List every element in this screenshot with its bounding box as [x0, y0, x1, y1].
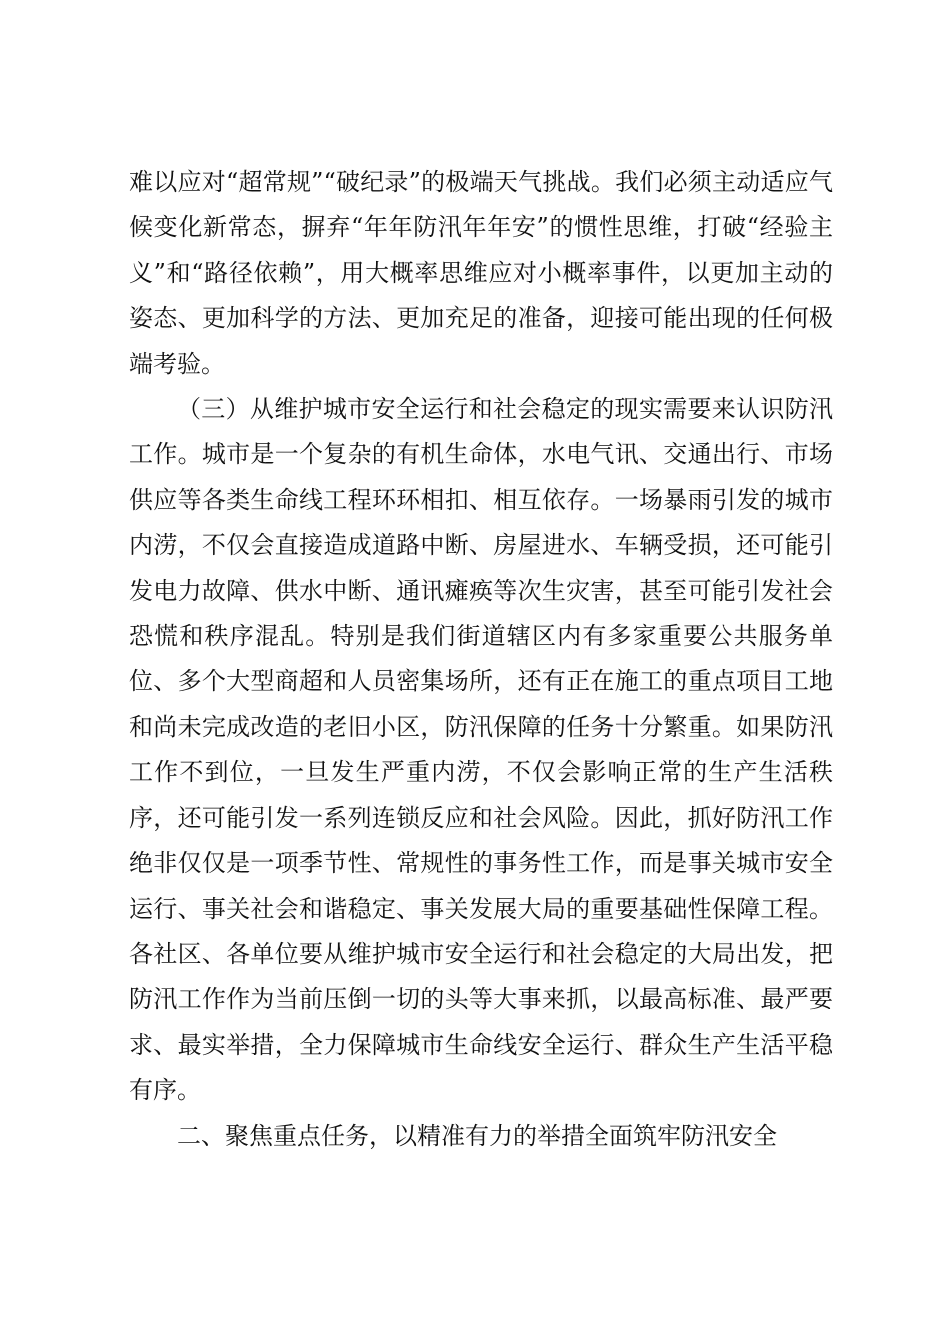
section-heading-two: 二、聚焦重点任务，以精准有力的举措全面筑牢防汛安全	[177, 1121, 777, 1150]
paragraph-continuation: 难以应对“超常规”“破纪录”的极端天气挑战。我们必须主动适应气候变化新常态，摒弃“年年防汛年年安”的惯性思维，打破“经验主义”和“路径依赖”，用大概率思维应对小概率事件，以更加主动的姿态、更加科学的方法、更加充足的准备，迎接可能出现的任何极端考验。	[129, 168, 833, 378]
paragraph-section-three: （三）从维护城市安全运行和社会稳定的现实需要来认识防汛工作。城市是一个复杂的有机生命体，水电气讯、交通出行、市场供应等各类生命线工程环环相扣、相互依存。一场暴雨引发的城市内涝，不仅会直接造成道路中断、房屋进水、车辆受损，还可能引发电力故障、供水中断、通讯瘫痪等次生灾害，甚至可能引发社会恐慌和秩序混乱。特别是我们街道辖区内有多家重要公共服务单位、多个大型商超和人员密集场所，还有正在施工的重点项目工地和尚未完成改造的老旧小区，防汛保障的任务十分繁重。如果防汛工作不到位，一旦发生严重内涝，不仅会影响正常的生产生活秩序，还可能引发一系列连锁反应和社会风险。因此，抓好防汛工作绝非仅仅是一项季节性、常规性的事务性工作，而是事关城市安全运行、事关社会和谐稳定、事关发展大局的重要基础性保障工程。各社区、各单位要从维护城市安全运行和社会稳定的大局出发，把防汛工作作为当前压倒一切的头等大事来抓，以最高标准、最严要求、最实举措，全力保障城市生命线安全运行、群众生产生活平稳有序。	[129, 395, 833, 1105]
document-body	[129, 160, 833, 1159]
